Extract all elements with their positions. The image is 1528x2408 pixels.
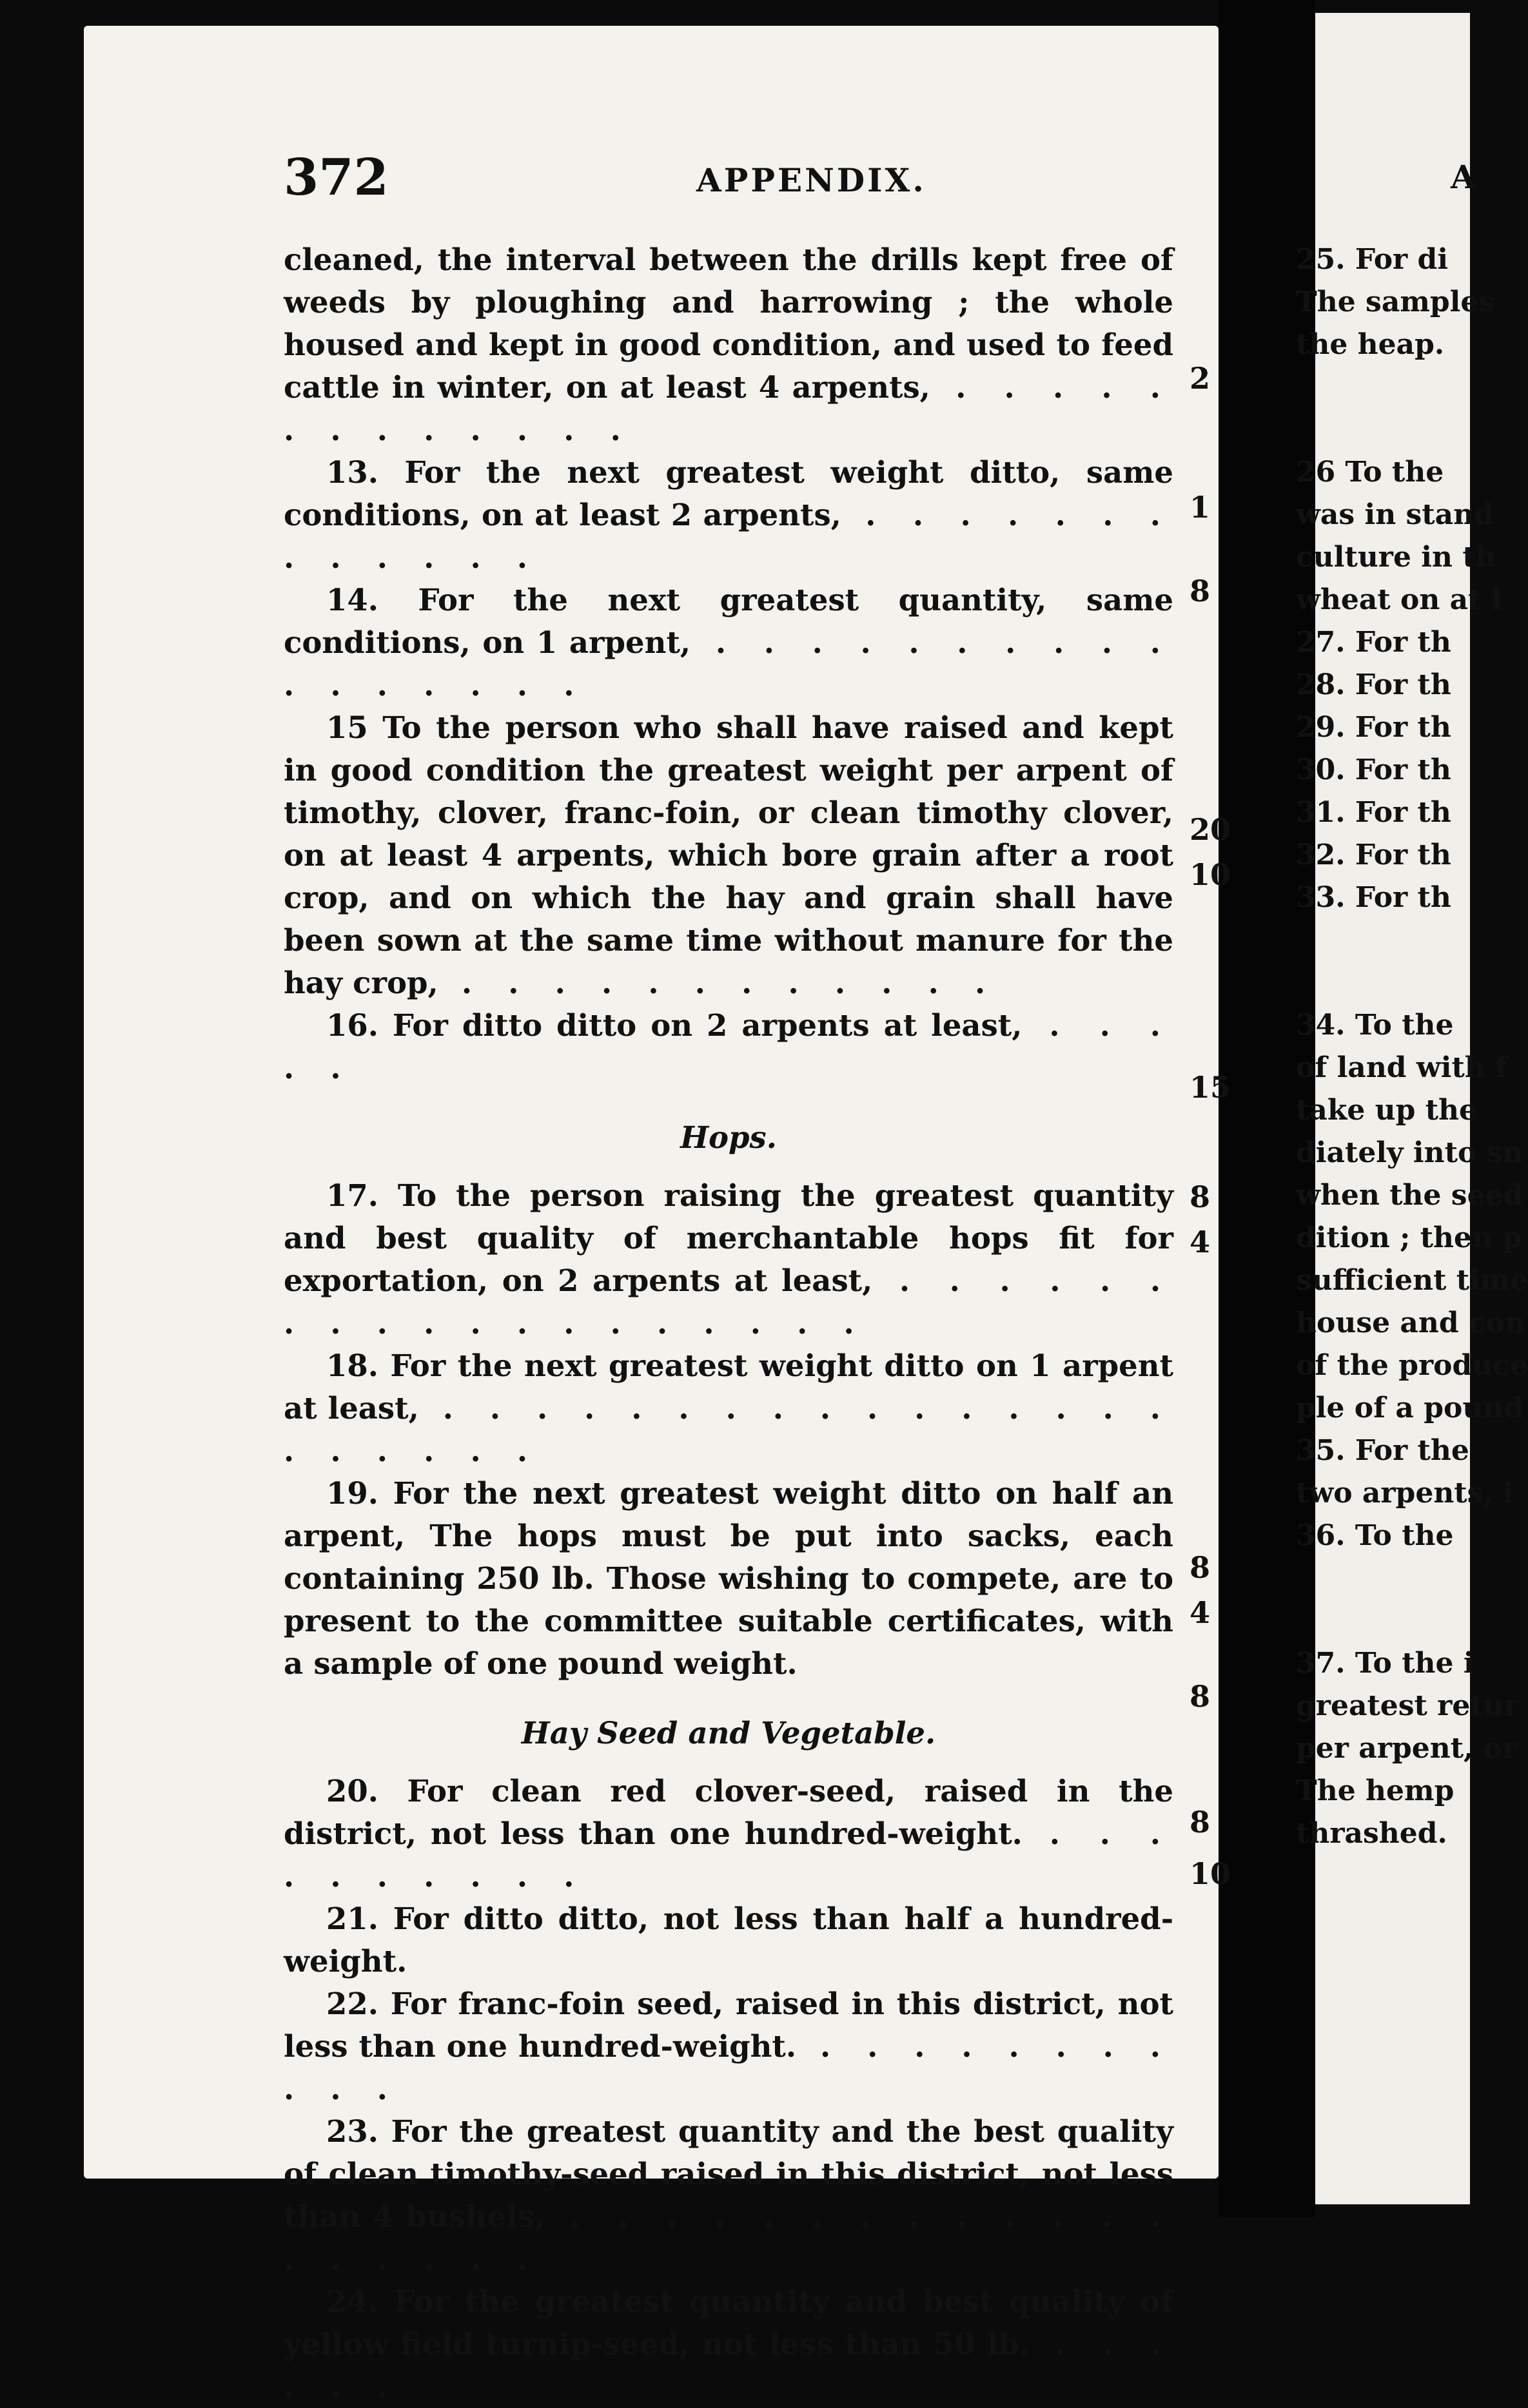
paragraph-p19 — [284, 1472, 1173, 1685]
page-header — [284, 148, 1173, 219]
paragraph-text: 21. For ditto ditto, not less than half a hundred-weight. — [284, 1901, 1173, 1979]
paragraph-text: 24. For the greatest quantity and best quality of yellow field turnip-seed, not less than 50 lb. — [284, 2284, 1173, 2362]
right-page-line — [1296, 919, 1470, 962]
leader-dots: . . . . . . — [284, 2326, 1173, 2404]
paragraph-p21 — [284, 1898, 1173, 1983]
paragraph-text: 20. For clean red clover-seed, raised in the district, not less than one hundred-weight. — [284, 1773, 1173, 1851]
right-page-line — [1296, 1600, 1470, 1642]
paragraph-p15 — [284, 706, 1173, 1004]
paragraph-p13 — [284, 451, 1173, 579]
prize-amount: 8 — [1190, 1679, 1211, 1714]
paragraph-p16 — [284, 1004, 1173, 1089]
right-page-line: dition ; then p — [1296, 1221, 1523, 1254]
leader-dots: . . . . . — [284, 1007, 1173, 1085]
right-page-line: culture in th — [1296, 541, 1496, 574]
right-page-running-head: A — [1451, 158, 1476, 196]
right-page-line — [1296, 962, 1470, 1004]
paragraph-p12 — [284, 238, 1173, 451]
leader-dots: . . . . . . . . . . . . . — [284, 497, 1173, 575]
right-page-line: of land with f — [1296, 1051, 1508, 1084]
right-page-line: two arpents, i — [1296, 1477, 1514, 1510]
paragraph-p24 — [284, 2280, 1173, 2408]
paragraph-text: 18. For the next greatest weight ditto on 1 arpent at least, — [284, 1348, 1173, 1426]
paragraph-group-hay-seed — [284, 1770, 1173, 2408]
prize-amount: 1 — [1190, 490, 1211, 525]
leader-dots: . . . . . . . . . . . . . — [284, 369, 1173, 447]
right-page-line: 37. To the i — [1296, 1647, 1474, 1680]
right-page-line — [1296, 1557, 1470, 1600]
leader-dots: . . . . . . . . . . . . . . . . . . . — [284, 2199, 1173, 2277]
paragraph-text: 17. To the person raising the greatest quantity and best quality of merchantable hops fit for exportation, on 2 arpents at least, — [284, 1178, 1173, 1298]
prize-amount: 4 — [1190, 1595, 1211, 1630]
right-page-line: 29. For th — [1296, 711, 1451, 744]
prize-amount: 8 — [1190, 574, 1211, 608]
leader-dots: . . . . . . . . . . . — [284, 2028, 1173, 2106]
right-page-line: 35. For the — [1296, 1434, 1469, 1467]
prize-amount: 10 — [1190, 1856, 1231, 1891]
right-page-line: per arpent, or — [1296, 1732, 1518, 1765]
paragraph-p17 — [284, 1174, 1173, 1345]
right-page-line: was in stand — [1296, 498, 1494, 531]
prize-amount: 8 — [1190, 1180, 1211, 1214]
leader-dots: . . . . . . . . . . — [284, 1816, 1173, 1894]
right-page-line — [1296, 366, 1470, 409]
prize-amount: 20 — [1190, 812, 1231, 847]
page-number: 372 — [284, 148, 389, 207]
prize-amount: 10 — [1190, 857, 1231, 892]
prize-amount: 8 — [1190, 1550, 1211, 1585]
right-page-line — [1296, 409, 1470, 451]
right-page-line: 28. For th — [1296, 668, 1451, 701]
right-page-line: sufficient time — [1296, 1264, 1528, 1297]
running-head: APPENDIX. — [696, 161, 926, 199]
paragraph-text: 15 To the person who shall have raised and kept in good condition the greatest weight per arpent of timothy, clover, franc-foin, or clean timothy clover, on at least 4 arpents, which bore grain after a root crop, and on which the hay and grain shall have been sown at the same time without manure for the hay crop, — [284, 710, 1173, 1000]
leader-dots: . . . . . . . . . . . . — [438, 965, 999, 1000]
right-page-line: wheat on at l — [1296, 583, 1502, 616]
leader-dots: . . . . . . . . . . . . . . . . . — [284, 625, 1173, 703]
paragraph-text: 22. For franc-foin seed, raised in this district, not less than one hundred-weight. — [284, 1986, 1173, 2064]
prize-amount: 4 — [1190, 1225, 1211, 1259]
text-column — [284, 238, 1173, 2408]
paragraph-group-hops — [284, 1174, 1173, 1685]
right-page-line: 33. For th — [1296, 881, 1451, 914]
right-page-line: take up the — [1296, 1094, 1478, 1127]
paragraph-text: cleaned, the interval between the drills kept free of weeds by ploughing and harrowing ; the whole housed and kept in good condition, and used to feed cattle in winter, on at least 4 arpents, — [284, 242, 1173, 405]
paragraph-text: 19. For the next greatest weight ditto on half an arpent, The hops must be put into sacks, each containing 250 lb. Those wishing to compete, are to present to the committee suitable certificates, with a sample of one pound weight. — [284, 1475, 1173, 1681]
right-page-line: The hemp — [1296, 1774, 1455, 1807]
paragraph-text: 16. For ditto ditto on 2 arpents at least, — [326, 1007, 1023, 1043]
section-heading-hops: Hops. — [680, 1120, 777, 1155]
paragraph-text: 13. For the next greatest weight ditto, same conditions, on at least 2 arpents, — [284, 454, 1173, 532]
prize-amount: 2 — [1190, 361, 1211, 396]
right-page-line: 26 To the — [1296, 456, 1444, 489]
prize-amount: 8 — [1190, 1805, 1211, 1840]
paragraph-group-roots — [284, 238, 1173, 1089]
paragraph-p20 — [284, 1770, 1173, 1898]
right-page-line: thrashed. — [1296, 1817, 1447, 1850]
right-page-line: the heap. — [1296, 328, 1445, 361]
right-page-text — [1296, 238, 1528, 1855]
right-page-line: 31. For th — [1296, 796, 1451, 829]
right-page-line: 36. To the — [1296, 1519, 1454, 1552]
leader-dots: . . . . . . . . . . . . . . . . . . . — [284, 1263, 1174, 1341]
paragraph-p22 — [284, 1983, 1173, 2110]
right-page-line: greatest retur — [1296, 1689, 1519, 1722]
leader-dots: . . . . . . . . . . . . . . . . . . . . . . — [284, 1390, 1173, 1468]
right-page-line: 34. To the — [1296, 1009, 1454, 1042]
right-page-line: 32. For th — [1296, 839, 1451, 871]
right-page-line: diately into sn — [1296, 1136, 1523, 1169]
right-page-line: of the produce — [1296, 1349, 1528, 1382]
right-page-line: 30. For th — [1296, 753, 1451, 786]
paragraph-p23 — [284, 2110, 1173, 2280]
paragraph-text: 14. For the next greatest quantity, same conditions, on 1 arpent, — [284, 582, 1173, 660]
right-page-line: ple of a pound — [1296, 1392, 1524, 1424]
paragraph-text: 23. For the greatest quantity and the best quality of clean timothy-seed raised in this district, not less than 4 bushels, — [284, 2113, 1173, 2234]
prize-amount: 15 — [1190, 1070, 1231, 1105]
right-page-line: 25. For di — [1296, 243, 1449, 276]
paragraph-p18 — [284, 1345, 1173, 1472]
right-page-line: 27. For th — [1296, 626, 1451, 659]
right-page-line: The samples — [1296, 286, 1495, 318]
right-page-line: house and con — [1296, 1306, 1526, 1339]
right-page-line: when the seed — [1296, 1179, 1523, 1212]
paragraph-p14 — [284, 579, 1173, 706]
section-heading-hay-seed: Hay Seed and Vegetable. — [521, 1715, 936, 1751]
